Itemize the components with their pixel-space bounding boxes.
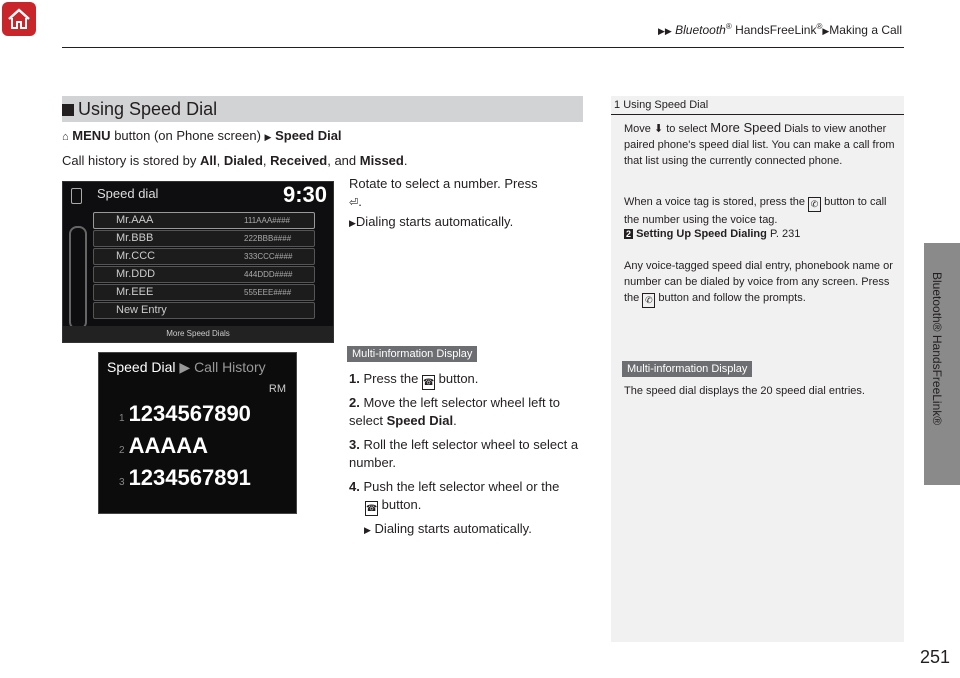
breadcrumb-handsfreelink[interactable]: HandsFreeLink	[735, 23, 817, 37]
screen2-tabs	[107, 359, 266, 376]
speed-dial-entry[interactable]: Mr.EEE 555EEE####	[93, 284, 315, 301]
speed-dial-screen	[62, 181, 334, 343]
step-4: 4. Push the left selector wheel or the ☎ button.	[349, 478, 581, 516]
tab-speed-dial[interactable]: Speed Dial	[107, 359, 176, 375]
speed-dial-row[interactable]: 1 1234567890	[119, 401, 251, 426]
side-chapter-label: Bluetooth® HandsFreeLink®	[930, 272, 944, 426]
sidebar-note-heading: 1 Using Speed Dial	[611, 96, 904, 115]
speed-dial-entry[interactable]: Mr.AAA 111AAA####	[93, 212, 315, 229]
speed-dial-row[interactable]: 2 AAAAA	[119, 433, 209, 458]
new-entry-item[interactable]: New Entry	[93, 302, 315, 319]
multi-info-tag: Multi-information Display	[347, 346, 477, 362]
enter-icon: ⏎	[349, 197, 359, 209]
breadcrumb-bluetooth[interactable]: Bluetooth	[675, 23, 726, 37]
chevron-right-icon: ▶▶	[657, 26, 672, 36]
screen1-time: 9:30	[282, 182, 327, 207]
screen1-title: Speed dial	[97, 186, 159, 201]
sidebar-para-3: Any voice-tagged speed dial entry, phonebook name or number can be dialed by voice from any screen. Press the ✆ button and follow the prompts.	[624, 258, 896, 308]
multi-info-display-screen	[98, 352, 297, 514]
chevron-right-icon: ▶	[364, 525, 371, 535]
rotate-instruction: Rotate to select a number. Press ⏎.	[349, 176, 538, 209]
step-3: 3. Roll the left selector wheel to select a number.	[349, 437, 579, 470]
speed-dial-entry[interactable]: Mr.BBB 222BBB####	[93, 230, 315, 247]
home-icon	[7, 8, 31, 30]
talk-button-icon: ✆	[808, 197, 821, 212]
sidebar-para-4: The speed dial displays the 20 speed dial entries.	[624, 385, 865, 397]
chevron-right-icon: ▶	[822, 26, 830, 36]
breadcrumb: ▶▶ Bluetooth® HandsFreeLink®▶Making a Call	[657, 22, 902, 37]
selector-icon: ⬇	[653, 123, 664, 135]
home-button[interactable]	[2, 2, 36, 36]
step-1: 1. Press the ☎ button.	[349, 370, 478, 390]
speed-dial-entry[interactable]: Mr.CCC 333CCC####	[93, 248, 315, 265]
sidebar-para-2: When a voice tag is stored, press the ✆ button to call the number using the voice tag.	[624, 196, 887, 226]
menu-path: ⌂ MENU button (on Phone screen) ▶ Speed Dial	[62, 128, 342, 143]
sidebar-note-panel	[611, 96, 904, 642]
home-button-icon: ⌂	[62, 131, 69, 143]
sidebar-para-1: Move ⬇ to select More Speed Dials to view another paired phone's speed dial list. You can make a call from that list using the currently connected phone.	[624, 120, 895, 167]
step-2: 2. Move the left selector wheel left to select Speed Dial.	[349, 395, 561, 428]
sidebar-multi-info-tag: Multi-information Display	[622, 361, 752, 377]
chevron-right-icon: ▶	[264, 132, 272, 142]
header-rule	[62, 47, 904, 48]
speed-dial-row[interactable]: 3 1234567891	[119, 465, 251, 490]
phone-button-icon: ☎	[422, 375, 435, 390]
tab-call-history[interactable]: Call History	[194, 359, 266, 375]
phone-button-icon: ☎	[365, 501, 378, 516]
dialing-note-1: ▶Dialing starts automatically.	[349, 214, 514, 229]
chevron-right-icon: ▶	[349, 218, 356, 228]
page-number: 251	[919, 647, 950, 667]
speed-dial-entry[interactable]: Mr.DDD 444DDD####	[93, 266, 315, 283]
section-heading: Using Speed Dial	[62, 96, 583, 122]
phone-icon	[71, 188, 82, 204]
side-chapter-label-wrap	[928, 272, 958, 472]
talk-button-icon: ✆	[642, 293, 655, 308]
square-bullet-icon	[62, 104, 74, 116]
scroll-indicator[interactable]	[69, 226, 87, 330]
sidebar-link[interactable]: 2 Setting Up Speed Dialing P. 231	[626, 228, 801, 240]
chevron-right-icon: ▶	[179, 359, 191, 375]
call-history-line: Call history is stored by All, Dialed, Received, and Missed.	[62, 153, 408, 168]
dialing-note-2: ▶ Dialing starts automatically.	[364, 521, 532, 536]
breadcrumb-making-a-call[interactable]: Making a Call	[829, 23, 902, 37]
status-indicator: RM	[268, 383, 286, 395]
more-speed-dials-button[interactable]: More Speed Dials	[63, 326, 333, 342]
